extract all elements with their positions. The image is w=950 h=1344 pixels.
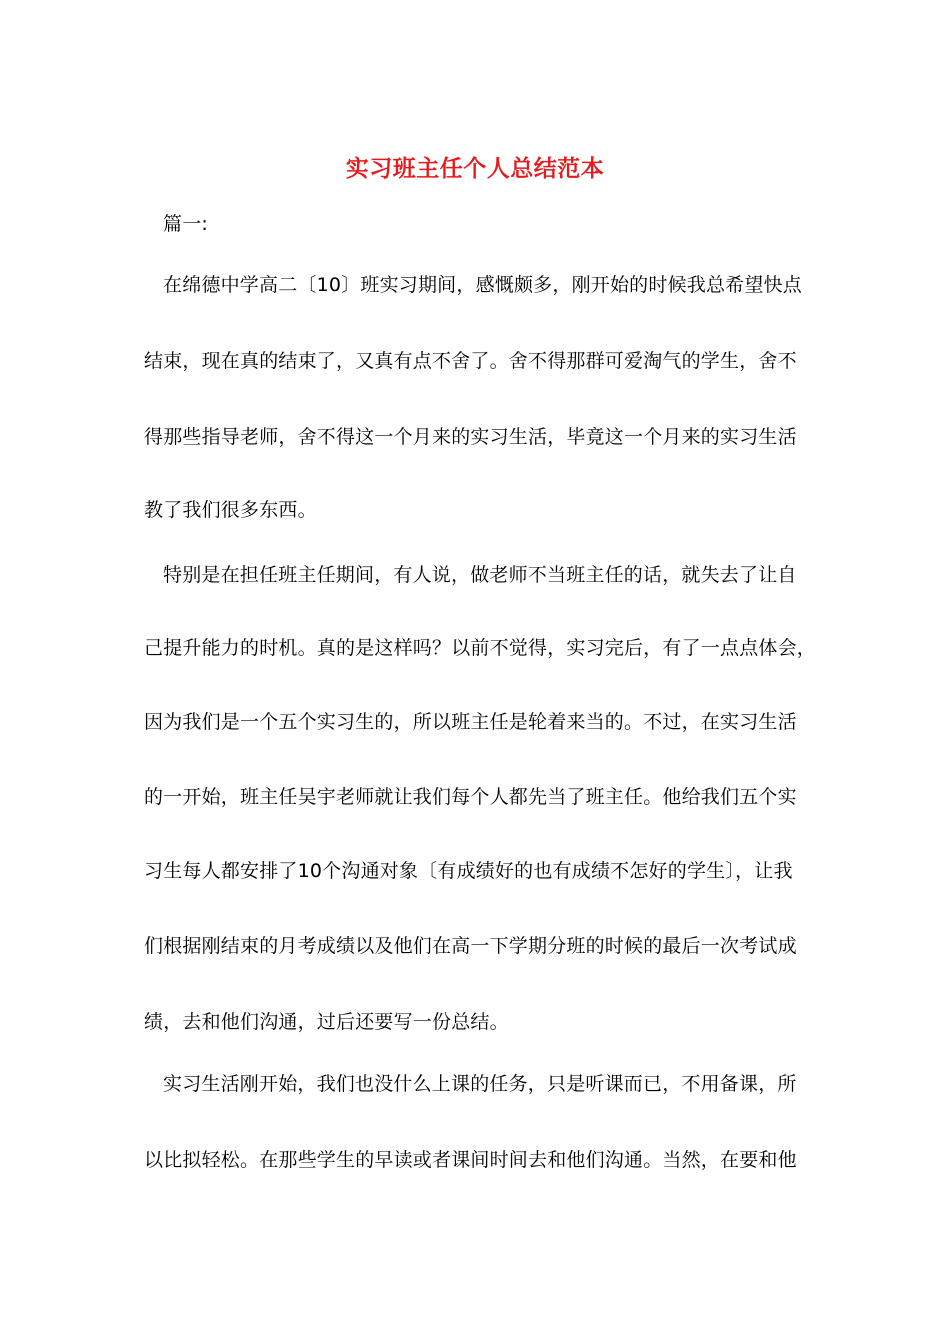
paragraph-line: 在绵德中学高二〔10〕班实习期间，感慨颇多，刚开始的时候我总希望快点 [163, 274, 802, 296]
paragraph-line: 因为我们是一个五个实习生的，所以班主任是轮着来当的。不过，在实习生活 [144, 711, 797, 733]
paragraph-line: 得那些指导老师，舍不得这一个月来的实习生活，毕竟这一个月来的实习生活 [144, 426, 797, 448]
paragraph-line: 结束，现在真的结束了，又真有点不舍了。舍不得那群可爱淘气的学生，舍不 [144, 350, 797, 372]
paragraph-line: 以比拟轻松。在那些学生的早读或者课间时间去和他们沟通。当然，在要和他 [144, 1149, 797, 1171]
paragraph-line: 实习生活刚开始，我们也没什么上课的任务，只是听课而已，不用备课，所 [163, 1073, 797, 1095]
paragraph-line: 的一开始，班主任吴宇老师就让我们每个人都先当了班主任。他给我们五个实 [144, 786, 797, 808]
paragraph-line: 教了我们很多东西。 [144, 499, 317, 521]
paragraph-line: 绩，去和他们沟通，过后还要写一份总结。 [144, 1011, 509, 1033]
paragraph-line: 习生每人都安排了10个沟通对象〔有成绩好的也有成绩不怎好的学生〕，让我 [144, 860, 793, 882]
paragraph-line: 特别是在担任班主任期间，有人说，做老师不当班主任的话，就失去了让自 [163, 564, 797, 586]
document-title: 实习班主任个人总结范本 [345, 155, 605, 182]
paragraph-line: 们根据刚结束的月考成绩以及他们在高一下学期分班的时候的最后一次考试成 [144, 935, 797, 957]
paragraph-line: 己提升能力的时机。真的是这样吗？以前不觉得，实习完后，有了一点点体会， [144, 637, 817, 659]
section-label: 篇一: [163, 213, 209, 235]
